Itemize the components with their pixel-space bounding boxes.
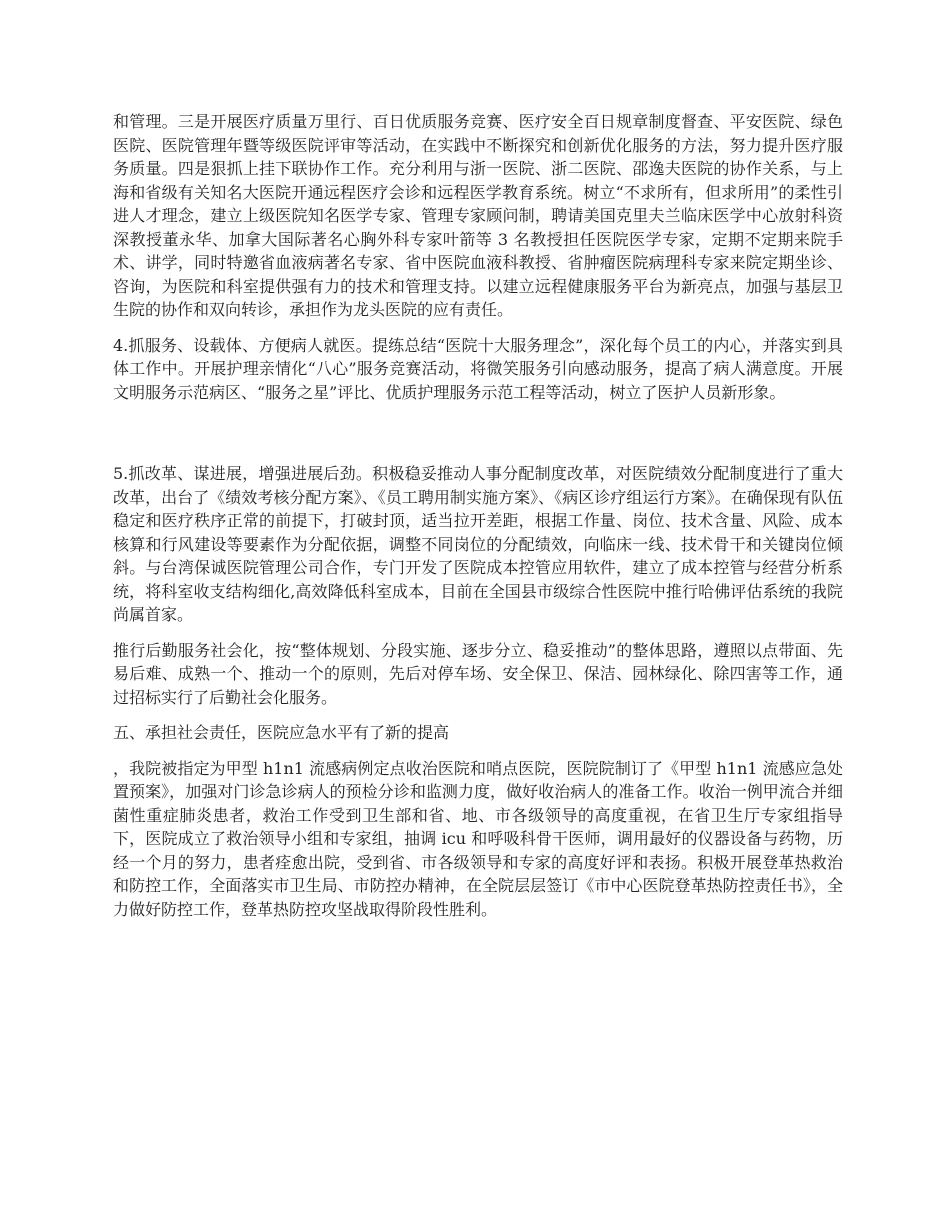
document-body [113, 110, 843, 921]
paragraph-logistics: 推行后勤服务社会化，按“整体规划、分段实施、逐步分立、稳妥推动”的整体思路，遵照以点带面、先易后难、成熟一个、推动一个的原则，先后对停车场、安全保卫、保洁、园林绿化、除四害等工作，通过招标实行了后勤社会化服务。 [113, 640, 843, 707]
paragraph-gap [113, 709, 843, 721]
paragraph-gap [113, 745, 843, 757]
section-heading: 五、承担社会责任，医院应急水平有了新的提高 [113, 723, 450, 742]
paragraph-gap [113, 627, 843, 639]
paragraph-emergency: ，我院被指定为甲型 h1n1 流感病例定点收治医院和哨点医院，医院院制订了《甲型 h1n1 流感应急处置预案》，加强对门诊急诊病人的预检分诊和监测力度，做好收治病人的准备工作。收治一例甲流合并细菌性重症肺炎患者，救治工作受到卫生部和省、地、市各级领导的高度重视，在省卫生厅专家组指导下，医院成立了救治领导小组和专家组，抽调 icu 和呼吸科骨干医师，调用最好的仪器设备与药物，历经一个月的努力，患者痊愈出院，受到省、市各级领导和专家的高度好评和表扬。积极开展登革热救治和防控工作，全面落实市卫生局、市防控办精神，在全院层层签订《市中心医院登革热防控责任书》，全力做好防控工作，登革热防控攻坚战取得阶段性胜利。 [113, 758, 843, 919]
paragraph-management: 和管理。三是开展医疗质量万里行、百日优质服务竞赛、医疗安全百日规章制度督查、平安医院、绿色医院、医院管理年暨等级医院评审等活动，在实践中不断探究和创新优化服务的方法，努力提升医疗服务质量。四是狠抓上挂下联协作工作。充分利用与浙一医院、浙二医院、邵逸夫医院的协作关系，与上海和省级有关知名大医院开通远程医疗会诊和远程医学教育系统。树立“不求所有，但求所用”的柔性引进人才理念，建立上级医院知名医学专家、管理专家顾问制，聘请美国克里夫兰临床医学中心放射科资深教授董永华、加拿大国际著名心胸外科专家叶箭等 3 名教授担任医院医学专家，定期不定期来院手术、讲学，同时特邀省血液病著名专家、省中医院血液科教授、省肿瘤医院病理科专家来院定期坐诊、咨询，为医院和科室提供强有力的技术和管理支持。以建立远程健康服务平台为新亮点，加强与基层卫生院的协作和双向转诊，承担作为龙头医院的应有责任。 [113, 112, 843, 319]
paragraph-reform: 5.抓改革、谋进展，增强进展后劲。积极稳妥推动人事分配制度改革，对医院绩效分配制度进行了重大改革，出台了《绩效考核分配方案》、《员工聘用制实施方案》、《病区诊疗组运行方案》。在确保现有队伍稳定和医疗秩序正常的前提下，打破封顶，适当拉开差距，根据工作量、岗位、技术含量、风险、成本核算和行风建设等要素作为分配依据，调整不同岗位的分配绩效，向临床一线、技术骨干和关键岗位倾斜。与台湾保诚医院管理公司合作，专门开发了医院成本控管应用软件，建立了成本控管与经营分析系统，将科室收支结构细化,高效降低科室成本，目前在全国县市级综合性医院中推行哈佛评估系统的我院尚属首家。 [113, 464, 843, 624]
paragraph-gap [113, 404, 843, 462]
paragraph-service: 4.抓服务、设载体、方便病人就医。提练总结“医院十大服务理念”，深化每个员工的内心，并落实到具体工作中。开展护理亲情化“八心”服务竞赛活动，将微笑服务引向感动服务，提高了病人满意度。开展文明服务示范病区、“服务之星”评比、优质护理服务示范工程等活动，树立了医护人员新形象。 [113, 335, 843, 402]
paragraph-gap [113, 322, 843, 334]
